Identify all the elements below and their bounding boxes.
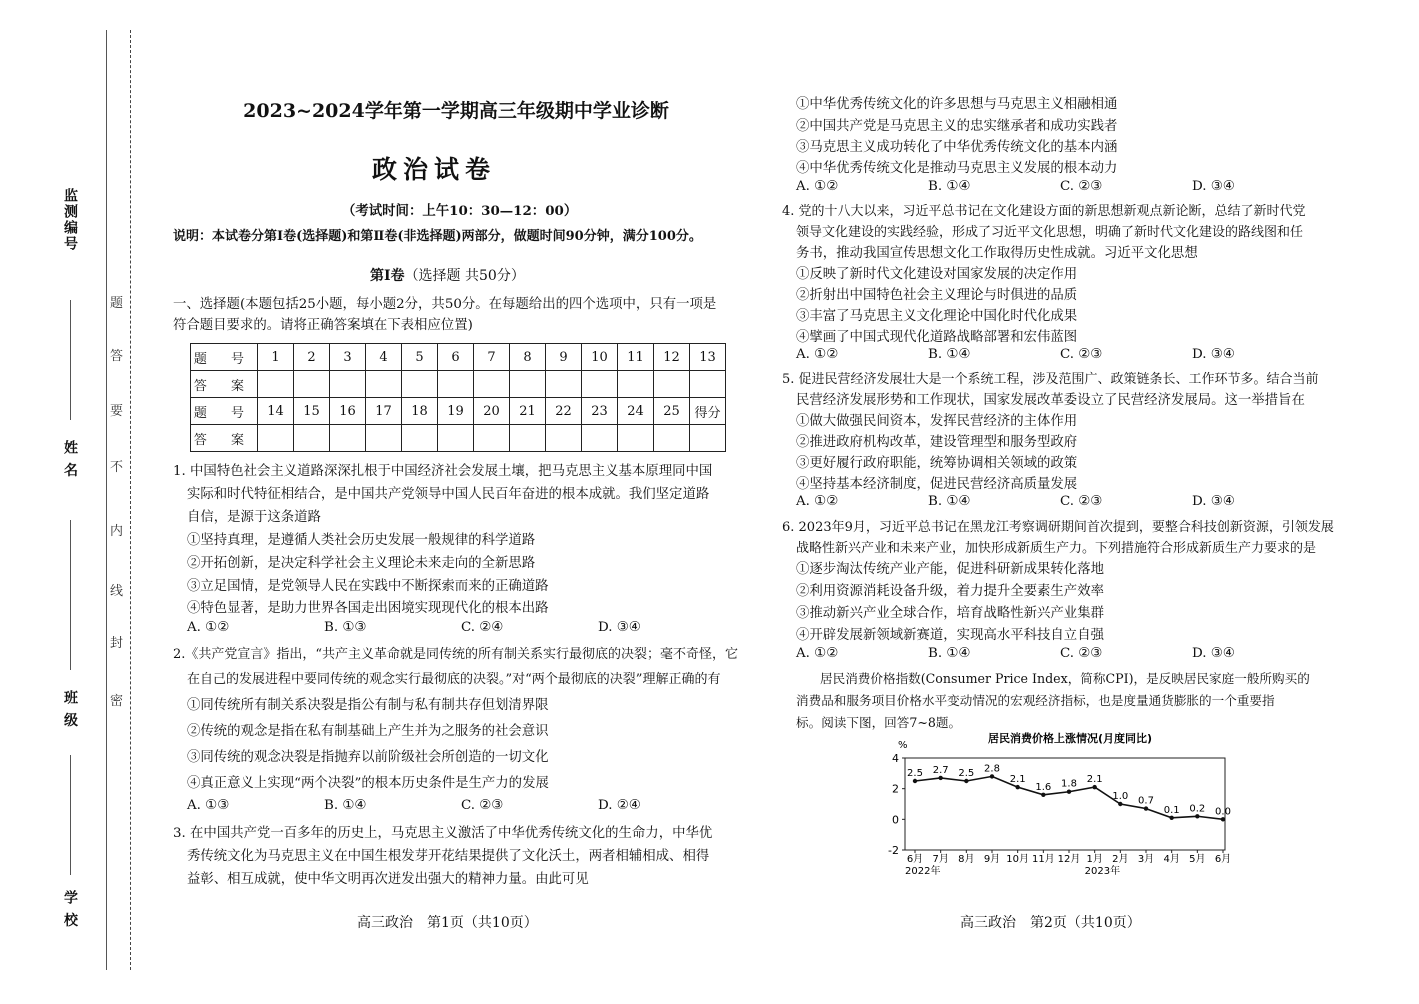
choice-a[interactable]: A. ①② bbox=[796, 646, 839, 661]
q-label: 题 号 bbox=[191, 398, 258, 425]
choice-b[interactable]: B. ①④ bbox=[324, 798, 367, 813]
q2-choices bbox=[187, 798, 735, 813]
q-number: 17 bbox=[366, 398, 402, 425]
y-tick-label: 0 bbox=[892, 813, 899, 827]
q-number: 2 bbox=[294, 344, 330, 371]
a-label: 答 案 bbox=[191, 425, 258, 452]
y-tick-label: 4 bbox=[892, 752, 899, 765]
q-number: 24 bbox=[618, 398, 654, 425]
data-label: 0.2 bbox=[1189, 803, 1206, 815]
q1-option: ④特色显著，是助力世界各国走出困境实现现代化的根本出路 bbox=[187, 601, 549, 616]
seal-char: 答 bbox=[110, 349, 124, 364]
data-point bbox=[1041, 793, 1045, 797]
q1-option: ①坚持真理，是遵循人类社会历史发展一般规律的科学道路 bbox=[187, 533, 536, 548]
answer-cell[interactable] bbox=[510, 425, 546, 452]
x-tick-label: 1月 bbox=[1086, 854, 1103, 865]
name-field[interactable] bbox=[70, 520, 71, 670]
answer-cell[interactable] bbox=[294, 371, 330, 398]
q3-option: ①中华优秀传统文化的许多思想与马克思主义相融相通 bbox=[796, 97, 1118, 112]
answer-cell[interactable] bbox=[474, 425, 510, 452]
answer-cell[interactable] bbox=[546, 425, 582, 452]
data-point bbox=[1195, 814, 1199, 818]
x-tick-label: 4月 bbox=[1163, 854, 1180, 865]
choice-d[interactable]: D. ③④ bbox=[1192, 494, 1235, 509]
data-point bbox=[938, 776, 942, 780]
choice-d[interactable]: D. ③④ bbox=[1192, 646, 1235, 661]
choice-a[interactable]: A. ①③ bbox=[187, 798, 230, 813]
data-label: 1.8 bbox=[1061, 778, 1077, 790]
monitor-number-field[interactable] bbox=[70, 300, 71, 420]
q6-option: ③推动新兴产业全球合作，培育战略性新兴产业集群 bbox=[796, 606, 1104, 621]
q-number: 9 bbox=[546, 344, 582, 371]
data-label: 0.1 bbox=[1163, 804, 1180, 816]
answer-cell[interactable] bbox=[654, 371, 690, 398]
q-number: 13 bbox=[690, 344, 726, 371]
q5-stem-1: 5. 促进民营经济发展壮大是一个系统工程，涉及范围广、政策链条长、工作环节多。结合当前 bbox=[782, 372, 1319, 387]
class-field[interactable] bbox=[70, 755, 71, 875]
choice-c[interactable]: C. ②③ bbox=[1060, 646, 1103, 661]
q6-option: ④开辟发展新领域新赛道，实现高水平科技自立自强 bbox=[796, 628, 1104, 643]
q-number: 8 bbox=[510, 344, 546, 371]
data-label: 2.5 bbox=[907, 768, 923, 779]
choice-c[interactable]: C. ②③ bbox=[1060, 347, 1103, 362]
choice-b[interactable]: B. ①④ bbox=[928, 494, 971, 509]
data-point bbox=[1067, 790, 1071, 794]
y-axis-unit: % bbox=[898, 740, 908, 751]
q4-choices bbox=[796, 347, 1324, 362]
q4-option: ①反映了新时代文化建设对国家发展的决定作用 bbox=[796, 267, 1078, 282]
data-label: 1.6 bbox=[1035, 781, 1052, 793]
q-number: 10 bbox=[582, 344, 618, 371]
choice-c[interactable]: C. ②③ bbox=[1060, 494, 1103, 509]
q1-option: ③立足国情，是党领导人民在实践中不断探索而来的正确道路 bbox=[187, 579, 549, 594]
choice-b[interactable]: B. ①④ bbox=[928, 347, 971, 362]
choice-d[interactable]: D. ③④ bbox=[598, 620, 641, 635]
choice-c[interactable]: C. ②③ bbox=[1060, 179, 1103, 194]
choice-d[interactable]: D. ③④ bbox=[1192, 179, 1235, 194]
answer-cell[interactable] bbox=[618, 425, 654, 452]
q-number: 7 bbox=[474, 344, 510, 371]
q4-option: ③丰富了马克思主义文化理论中国化时代化成果 bbox=[796, 309, 1078, 324]
x-tick-label: 7月 bbox=[932, 854, 949, 865]
data-point bbox=[1015, 785, 1019, 789]
data-point bbox=[1169, 816, 1173, 820]
answer-cell[interactable] bbox=[438, 371, 474, 398]
q3-option: ③马克思主义成功转化了中华优秀传统文化的基本内涵 bbox=[796, 140, 1118, 155]
answer-cell[interactable] bbox=[366, 425, 402, 452]
answer-table bbox=[190, 343, 726, 452]
a-label: 答 案 bbox=[191, 371, 258, 398]
q-label: 题 号 bbox=[191, 344, 258, 371]
year-label: 2023年 bbox=[1084, 866, 1121, 877]
binding-line bbox=[106, 30, 107, 970]
q-number: 23 bbox=[582, 398, 618, 425]
q-number: 12 bbox=[654, 344, 690, 371]
answer-cell[interactable] bbox=[438, 425, 474, 452]
cpi-intro-3: 标。阅读下图，回答7~8题。 bbox=[796, 715, 962, 730]
answer-cell[interactable] bbox=[474, 371, 510, 398]
q6-choices bbox=[796, 646, 1324, 661]
cpi-chart bbox=[870, 728, 1240, 888]
answer-cell[interactable] bbox=[654, 425, 690, 452]
q3-option: ④中华优秀传统文化是推动马克思主义发展的根本动力 bbox=[796, 161, 1118, 176]
data-point bbox=[1092, 785, 1096, 789]
monitor-number-label: 监测编号 bbox=[62, 188, 78, 252]
score-cell[interactable] bbox=[690, 425, 726, 452]
q1-option: ②开拓创新，是决定科学社会主义理论未来走向的全新思路 bbox=[187, 556, 536, 571]
seal-char: 内 bbox=[110, 524, 124, 539]
score-label: 得分 bbox=[690, 398, 726, 425]
q2-stem-1: 2.《共产党宣言》指出，“共产主义革命就是同传统的所有制关系实行最彻底的决裂；毫不奇怪，它 bbox=[173, 647, 739, 662]
instructions: 说明：本试卷分第Ⅰ卷(选择题)和第Ⅱ卷(非选择题)两部分，做题时间90分钟，满分100分。 bbox=[173, 229, 702, 244]
chart-title: 居民消费价格上涨情况(月度同比) bbox=[987, 732, 1153, 745]
data-label: 2.1 bbox=[1086, 774, 1103, 786]
q-number: 6 bbox=[438, 344, 474, 371]
x-tick-label: 3月 bbox=[1137, 854, 1155, 865]
data-label: 2.7 bbox=[932, 764, 949, 776]
data-point bbox=[964, 779, 968, 783]
answer-cell[interactable] bbox=[330, 425, 366, 452]
q-number: 4 bbox=[366, 344, 402, 371]
q-number: 18 bbox=[402, 398, 438, 425]
part1-heading bbox=[370, 265, 525, 285]
answer-cell[interactable] bbox=[294, 425, 330, 452]
x-tick-label: 11月 bbox=[1031, 854, 1055, 865]
q3-stem-2: 秀传统文化为马克思主义在中国生根发芽开花结果提供了文化沃土，两者相辅相成、相得 bbox=[187, 849, 710, 864]
cpi-chart-svg bbox=[870, 728, 1240, 888]
choice-a[interactable]: A. ①② bbox=[796, 179, 839, 194]
q-number: 21 bbox=[510, 398, 546, 425]
exam-time: （考试时间：上午10：30—12：00） bbox=[342, 203, 578, 219]
seal-char: 要 bbox=[110, 404, 124, 419]
q-number: 11 bbox=[618, 344, 654, 371]
data-label: 2.1 bbox=[1009, 774, 1026, 786]
answer-cell[interactable] bbox=[258, 371, 294, 398]
y-tick-label: 2 bbox=[892, 782, 899, 796]
q3-stem-3: 益彰、相互成就，使中华文明再次迸发出强大的精神力量。由此可见 bbox=[187, 872, 589, 887]
choice-b[interactable]: B. ①④ bbox=[928, 179, 971, 194]
footer-left: 高三政治 第1页（共10页） bbox=[357, 915, 538, 931]
answer-cell[interactable] bbox=[618, 371, 654, 398]
q-number: 22 bbox=[546, 398, 582, 425]
q2-option: ④真正意义上实现“两个决裂”的根本历史条件是生产力的发展 bbox=[187, 776, 549, 791]
section-intro-line1: 一、选择题(本题包括25小题，每小题2分，共50分。在每题给出的四个选项中，只有一项是 bbox=[173, 297, 717, 312]
q5-option: ④坚持基本经济制度，促进民营经济高质量发展 bbox=[796, 477, 1078, 492]
x-tick-label: 6月 bbox=[906, 854, 924, 865]
answer-cell[interactable] bbox=[402, 425, 438, 452]
data-point bbox=[990, 774, 994, 778]
q-number: 20 bbox=[474, 398, 510, 425]
section-intro-line2: 符合题目要求的。请将正确答案填在下表相应位置) bbox=[173, 318, 473, 333]
seal-char: 封 bbox=[110, 636, 124, 651]
seal-char: 题 bbox=[110, 296, 124, 311]
q-number: 15 bbox=[294, 398, 330, 425]
exam-title: 2023~2024学年第一学期高三年级期中学业诊断 bbox=[243, 100, 669, 122]
q-number: 16 bbox=[330, 398, 366, 425]
q2-option: ②传统的观念是指在私有制基础上产生并为之服务的社会意识 bbox=[187, 724, 549, 739]
q4-option: ④擘画了中国式现代化道路战略部署和宏伟蓝图 bbox=[796, 330, 1078, 345]
choice-c[interactable]: C. ②③ bbox=[461, 798, 504, 813]
q4-stem-1: 4. 党的十八大以来，习近平总书记在文化建设方面的新思想新观点新论断，总结了新时代党 bbox=[782, 204, 1306, 219]
answer-cell[interactable] bbox=[582, 425, 618, 452]
data-point bbox=[1144, 806, 1148, 810]
seal-line bbox=[130, 30, 131, 970]
q3-stem-1: 3. 在中国共产党一百多年的历史上，马克思主义激活了中华优秀传统文化的生命力，中华优 bbox=[173, 826, 713, 841]
q5-stem-2: 民营经济发展形势和工作现状，国家发展改革委设立了民营经济发展局。这一举措旨在 bbox=[796, 393, 1305, 408]
footer-right: 高三政治 第2页（共10页） bbox=[960, 915, 1141, 931]
x-tick-label: 8月 bbox=[958, 854, 975, 865]
choice-b[interactable]: B. ①③ bbox=[324, 620, 367, 635]
x-tick-label: 6月 bbox=[1214, 854, 1232, 865]
q6-option: ②利用资源消耗设备升级，着力提升全要素生产效率 bbox=[796, 584, 1104, 599]
q5-option: ①做大做强民间资本，发挥民营经济的主体作用 bbox=[796, 414, 1078, 429]
q2-option: ①同传统所有制关系决裂是指公有制与私有制共存但划清界限 bbox=[187, 698, 549, 713]
answer-cell[interactable] bbox=[330, 371, 366, 398]
q6-stem-1: 6. 2023年9月，习近平总书记在黑龙江考察调研期间首次提到，要整合科技创新资源，引领发展 bbox=[782, 520, 1334, 535]
class-label: 班 级 bbox=[62, 690, 78, 729]
x-tick-label: 5月 bbox=[1189, 854, 1206, 865]
answer-cell[interactable] bbox=[366, 371, 402, 398]
x-tick-label: 10月 bbox=[1006, 854, 1030, 865]
q3-choices bbox=[796, 179, 1324, 194]
data-label: 2.5 bbox=[958, 768, 975, 779]
choice-b[interactable]: B. ①④ bbox=[928, 646, 971, 661]
data-label: 2.8 bbox=[984, 763, 1000, 775]
q-number: 25 bbox=[654, 398, 690, 425]
q-number: 14 bbox=[258, 398, 294, 425]
part1-heading-main: 第Ⅰ卷 bbox=[370, 268, 405, 284]
q2-stem-2: 在自己的发展进程中要同传统的观念实行最彻底的决裂。”对“两个最彻底的决裂”理解正确的有 bbox=[187, 672, 721, 687]
seal-char: 不 bbox=[110, 460, 124, 475]
q1-stem-3: 自信，是源于这条道路 bbox=[187, 510, 321, 525]
data-point bbox=[1118, 802, 1122, 806]
q1-stem-1: 1. 中国特色社会主义道路深深扎根于中国经济社会发展土壤，把马克思主义基本原理同中国 bbox=[173, 464, 713, 479]
answer-cell[interactable] bbox=[510, 371, 546, 398]
choice-a[interactable]: A. ①② bbox=[796, 347, 839, 362]
q-number: 3 bbox=[330, 344, 366, 371]
choice-a[interactable]: A. ①② bbox=[187, 620, 230, 635]
answer-cell[interactable] bbox=[546, 371, 582, 398]
answer-cell[interactable] bbox=[690, 371, 726, 398]
choice-d[interactable]: D. ③④ bbox=[1192, 347, 1235, 362]
choice-d[interactable]: D. ②④ bbox=[598, 798, 641, 813]
q5-option: ②推进政府机构改革，建设管理型和服务型政府 bbox=[796, 435, 1078, 450]
subject-title: 政治试卷 bbox=[372, 155, 497, 184]
q4-stem-2: 领导文化建设的实践经验，形成了习近平文化思想，明确了新时代文化建设的路线图和任 bbox=[796, 225, 1304, 240]
answer-cell[interactable] bbox=[582, 371, 618, 398]
q4-stem-3: 务书，推动我国宣传思想文化工作取得历史性成就。习近平文化思想 bbox=[796, 246, 1198, 261]
q2-option: ③同传统的观念决裂是指抛弃以前阶级社会所创造的一切文化 bbox=[187, 750, 549, 765]
data-label: 0.0 bbox=[1215, 806, 1231, 818]
choice-a[interactable]: A. ①② bbox=[796, 494, 839, 509]
q-number: 19 bbox=[438, 398, 474, 425]
q4-option: ②折射出中国特色社会主义理论与时俱进的品质 bbox=[796, 288, 1078, 303]
choice-c[interactable]: C. ②④ bbox=[461, 620, 504, 635]
seal-char: 密 bbox=[110, 694, 124, 709]
answer-cell[interactable] bbox=[258, 425, 294, 452]
school-label: 学 校 bbox=[62, 890, 78, 929]
seal-char: 线 bbox=[110, 584, 124, 599]
q1-choices bbox=[187, 620, 735, 635]
data-label: 0.7 bbox=[1138, 795, 1154, 807]
data-point bbox=[1221, 817, 1225, 821]
x-tick-label: 9月 bbox=[983, 854, 1001, 865]
data-point bbox=[913, 779, 917, 783]
q5-choices bbox=[796, 494, 1324, 509]
cpi-intro-1: 居民消费价格指数(Consumer Price Index，简称CPI)，是反映居民家庭一般所购买的 bbox=[820, 671, 1310, 686]
q6-option: ①逐步淘汰传统产业产能，促进科研新成果转化落地 bbox=[796, 562, 1104, 577]
year-label: 2022年 bbox=[905, 866, 941, 877]
x-tick-label: 12月 bbox=[1057, 854, 1081, 865]
data-label: 1.0 bbox=[1112, 791, 1129, 802]
cpi-intro-2: 消费品和服务项目价格水平变动情况的宏观经济指标，也是度量通货膨胀的一个重要指 bbox=[796, 693, 1275, 708]
answer-cell[interactable] bbox=[402, 371, 438, 398]
name-label: 姓 名 bbox=[62, 440, 78, 479]
q6-stem-2: 战略性新兴产业和未来产业，加快形成新质生产力。下列措施符合形成新质生产力要求的是 bbox=[796, 541, 1317, 556]
part1-heading-sub: （选择题 共50分） bbox=[404, 268, 525, 284]
q-number: 5 bbox=[402, 344, 438, 371]
q-number: 1 bbox=[258, 344, 294, 371]
q1-stem-2: 实际和时代特征相结合，是中国共产党领导中国人民百年奋进的根本成就。我们坚定道路 bbox=[187, 487, 710, 502]
q3-option: ②中国共产党是马克思主义的忠实继承者和成功实践者 bbox=[796, 119, 1118, 134]
x-tick-label: 2月 bbox=[1112, 854, 1129, 865]
y-tick-label: -2 bbox=[888, 844, 899, 857]
q5-option: ③更好履行政府职能，统筹协调相关领域的政策 bbox=[796, 456, 1078, 471]
